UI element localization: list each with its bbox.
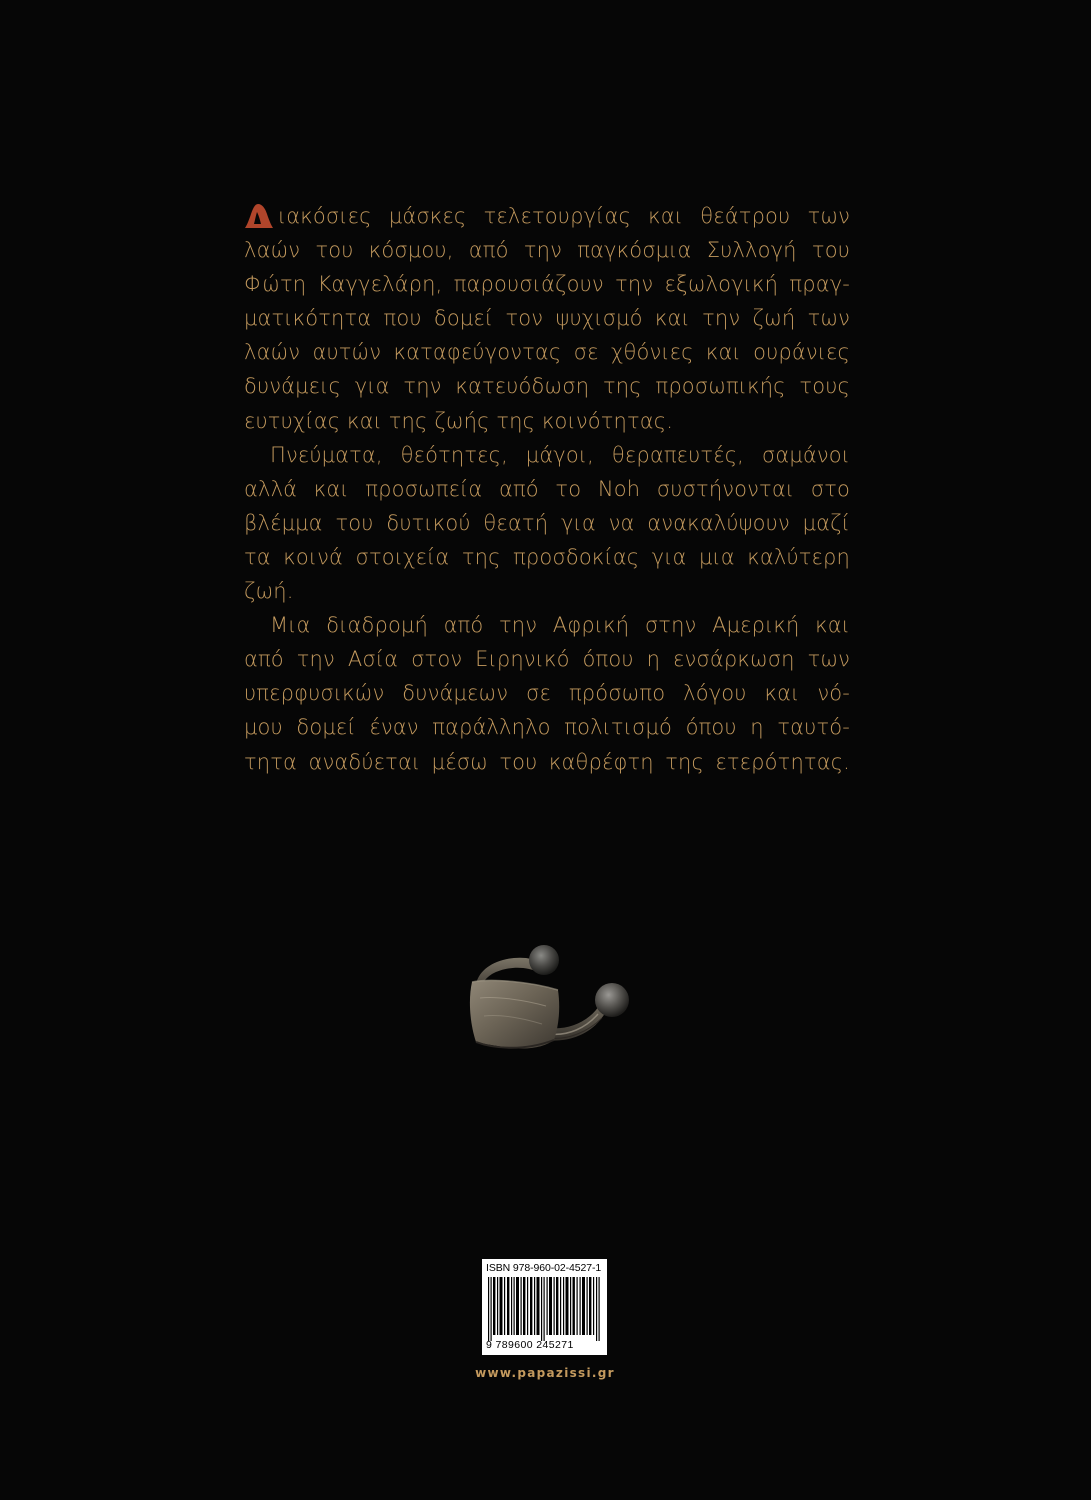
blurb-line: τητα αναδύεται μέσω του καθρέφτη της ετερότητας.: [244, 749, 850, 774]
bracelet-photo: [462, 938, 632, 1068]
blurb-line-1: [244, 199, 850, 233]
blurb-line: μου δομεί έναν παράλληλο πολιτισμό όπου η ταυτό-: [244, 715, 850, 740]
blurb-line: δυνάμεις για την κατευόδωση της προσωπικής τους: [244, 374, 850, 399]
blurb-line: ζωή.: [244, 579, 294, 604]
blurb-line: ματικότητα που δομεί τον ψυχισμό και την ζωή των: [244, 306, 850, 331]
blurb-line: Μια διαδρομή από την Αφρική στην Αμερική και: [270, 613, 850, 638]
isbn-digits: 9 789600 245271: [486, 1339, 574, 1351]
dropcap-delta-icon: [244, 201, 274, 231]
blurb-line: λαών αυτών καταφεύγοντας σε χθόνιες και ουράνιες: [244, 340, 850, 365]
bracelet-image: [462, 938, 632, 1068]
blurb-line: βλέμμα του δυτικού θεατή για να ανακαλύψουν μαζί: [244, 510, 850, 535]
blurb-line: τα κοινά στοιχεία της προσδοκίας για μια καλύτερη: [244, 544, 850, 569]
isbn-barcode: [482, 1259, 607, 1355]
isbn-label: ISBN 978-960-02-4527-1: [486, 1262, 602, 1274]
blurb-line: ευτυχίας και της ζωής της κοινότητας.: [244, 408, 674, 433]
blurb-text: [244, 199, 850, 779]
publisher-website: www.papazissi.gr: [475, 1366, 615, 1380]
blurb-line: λαών του κόσμου, από την παγκόσμια Συλλογή του: [244, 238, 850, 263]
barcode-bars: [486, 1277, 603, 1341]
blurb-line: Πνεύματα, θεότητες, μάγοι, θεραπευτές, σαμάνοι: [270, 442, 850, 467]
blurb-line: υπερφυσικών δυνάμεων σε πρόσωπο λόγου και νό-: [244, 681, 850, 706]
blurb-line: Φώτη Καγγελάρη, παρουσιάζουν την εξωλογική πραγ-: [244, 272, 850, 297]
blurb-line: ιακόσιες μάσκες τελετουργίας και θεάτρου των: [278, 204, 850, 228]
blurb-line: από την Ασία στον Ειρηνικό όπου η ενσάρκωση των: [244, 647, 850, 672]
blurb-line: αλλά και προσωπεία από το Noh συστήνονται στο: [244, 476, 850, 501]
